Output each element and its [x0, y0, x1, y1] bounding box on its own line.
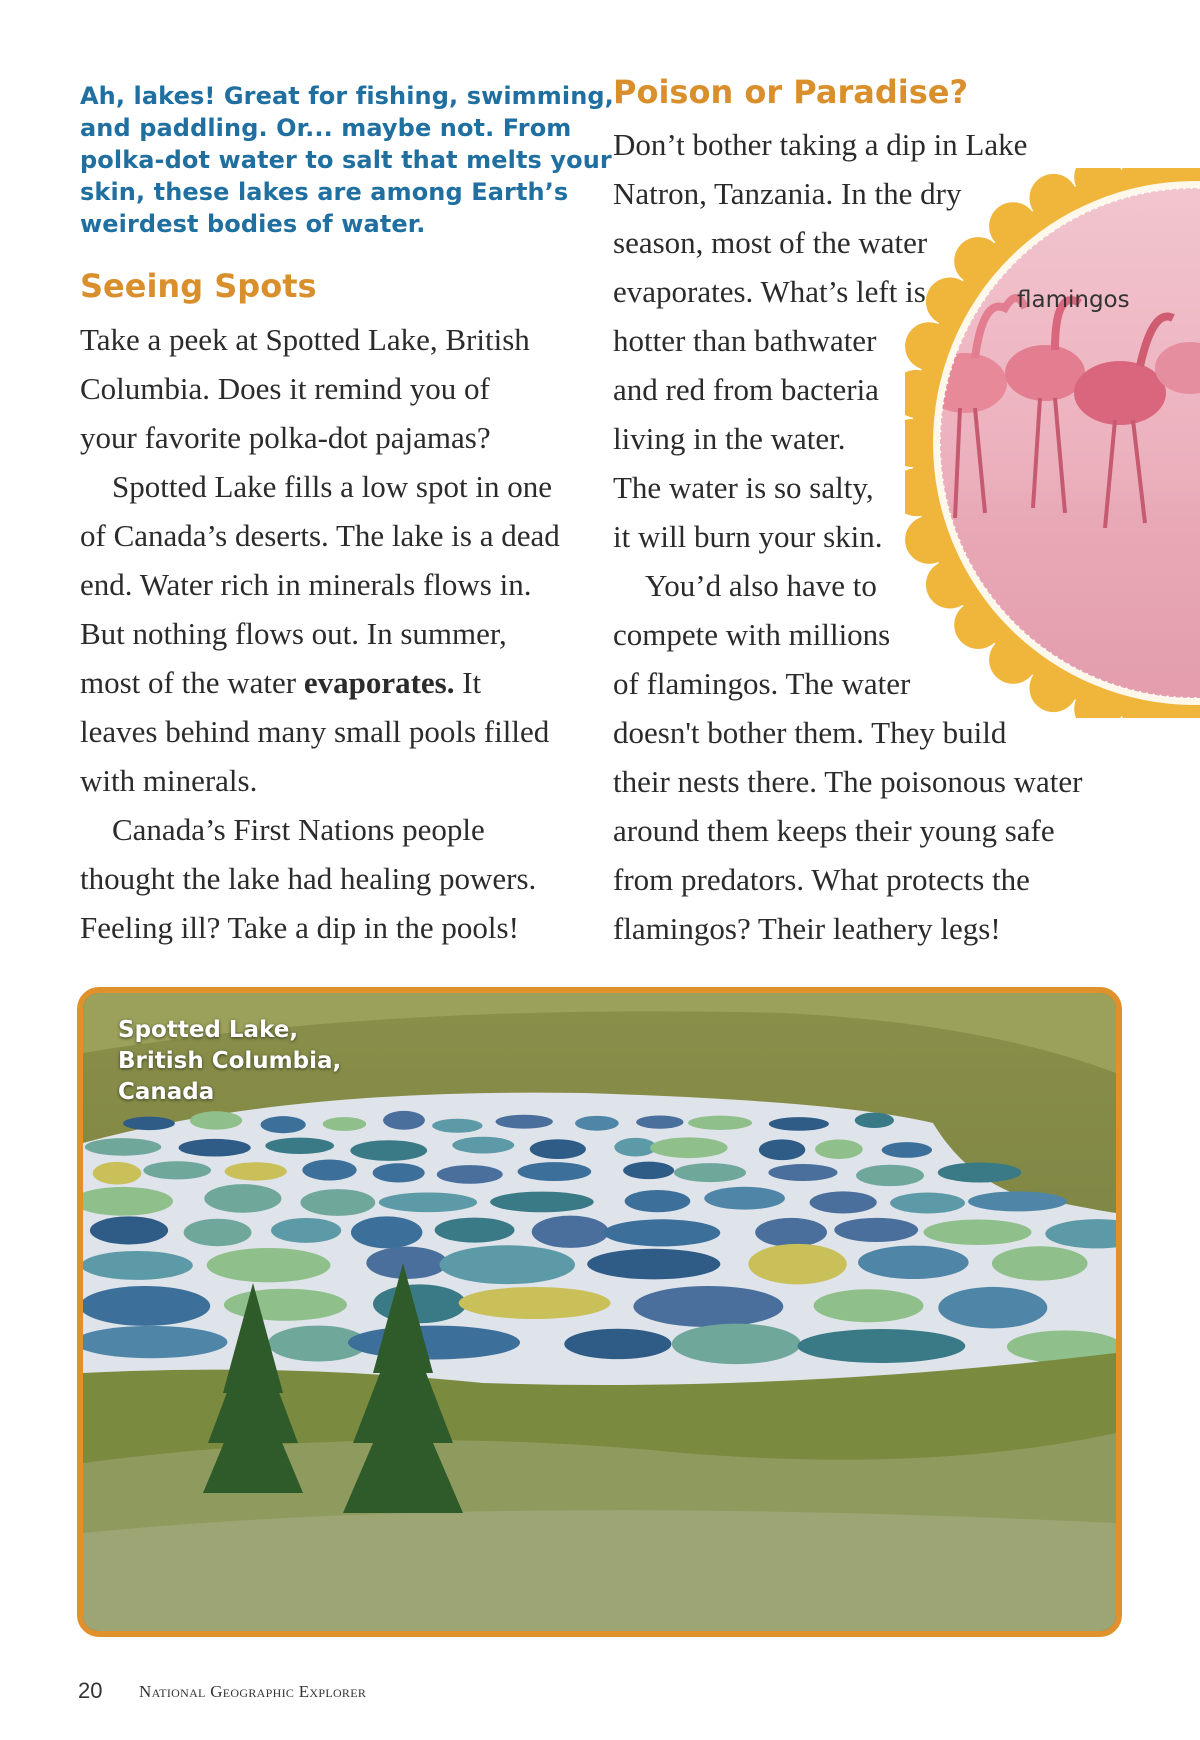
- text-line: flamingos? Their leathery legs!: [613, 911, 1001, 946]
- text-line: Don’t bother taking a dip in Lake: [613, 127, 1028, 162]
- intro-line: skin, these lakes are among Earth’s: [80, 178, 569, 206]
- text-line: compete with millions: [613, 617, 891, 652]
- text-line: Natron, Tanzania. In the dry: [613, 176, 962, 211]
- intro-line: polka-dot water to salt that melts your: [80, 146, 612, 174]
- text-line: Canada’s First Nations people: [112, 812, 485, 847]
- text-line: hotter than bathwater: [613, 323, 877, 358]
- paragraph: [80, 462, 590, 805]
- text-line: from predators. What protects the: [613, 862, 1030, 897]
- text-line: it will burn your skin.: [613, 519, 883, 554]
- text-line: your favorite polka-dot pajamas?: [80, 420, 491, 455]
- page-number: 20: [78, 1678, 103, 1703]
- publication-name: National Geographic Explorer: [139, 1682, 367, 1701]
- intro-line: weirdest bodies of water.: [80, 210, 426, 238]
- flamingo-scene: [905, 168, 1200, 718]
- paragraph: [80, 805, 590, 952]
- text-line: Spotted Lake fills a low spot in one: [112, 469, 552, 504]
- flamingo-label: flamingos: [1017, 287, 1130, 313]
- flamingo-photo-medallion: [905, 168, 1200, 718]
- flamingo-photo: [905, 168, 1200, 718]
- intro-line: Ah, lakes! Great for fishing, swimming,: [80, 82, 614, 110]
- paragraph: [80, 315, 590, 462]
- text-fragment: It: [454, 665, 482, 700]
- caption-line: Spotted Lake,: [118, 1017, 299, 1043]
- text-line: doesn't bother them. They build: [613, 715, 1007, 750]
- text-line: of flamingos. The water: [613, 666, 911, 701]
- text-line: around them keeps their young safe: [613, 813, 1055, 848]
- seeing-spots-heading: Seeing Spots: [80, 267, 317, 305]
- text-line: But nothing flows out. In summer,: [80, 616, 507, 651]
- intro-text: [80, 80, 614, 240]
- text-line: Feeling ill? Take a dip in the pools!: [80, 910, 519, 945]
- text-line: Columbia. Does it remind you of: [80, 371, 490, 406]
- text-line: end. Water rich in minerals flows in.: [80, 567, 532, 602]
- text-line: You’d also have to: [645, 568, 877, 603]
- text-line: [80, 658, 590, 707]
- text-line: The water is so salty,: [613, 470, 874, 505]
- text-line: with minerals.: [80, 763, 258, 798]
- text-line: living in the water.: [613, 421, 846, 456]
- text-line: Take a peek at Spotted Lake, British: [80, 322, 530, 357]
- text-line: thought the lake had healing powers.: [80, 861, 537, 896]
- text-line: season, most of the water: [613, 225, 928, 260]
- seeing-spots-body: [80, 315, 590, 952]
- text-line: their nests there. The poisonous water: [613, 764, 1083, 799]
- intro-line: and paddling. Or... maybe not. From: [80, 114, 572, 142]
- caption-line: Canada: [118, 1079, 215, 1105]
- photo-caption: [118, 1015, 341, 1108]
- text-fragment: most of the water: [80, 665, 304, 700]
- caption-line: British Columbia,: [118, 1048, 342, 1074]
- text-line: leaves behind many small pools filled: [80, 714, 550, 749]
- keyword-evaporates: evaporates.: [303, 665, 455, 700]
- text-line: of Canada’s deserts. The lake is a dead: [80, 518, 560, 553]
- text-line: evaporates. What’s left is: [613, 274, 926, 309]
- poison-heading: Poison or Paradise?: [613, 73, 969, 111]
- text-line: and red from bacteria: [613, 372, 879, 407]
